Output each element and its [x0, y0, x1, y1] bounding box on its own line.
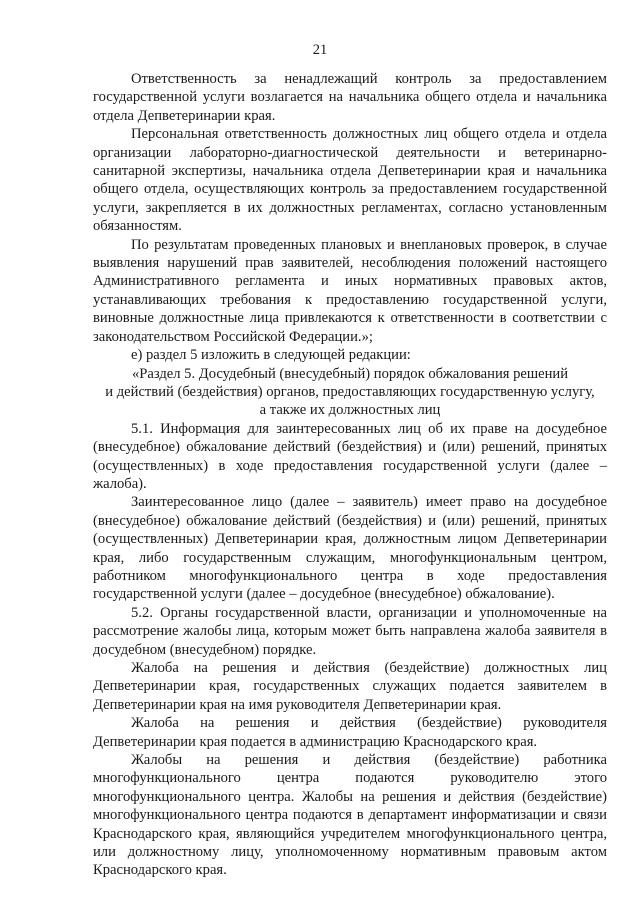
paragraph-complaint-officials: Жалоба на решения и действия (бездействие) должностных лиц Депветеринарии края, государственных служащих подается заявителем в Депветеринарии края на имя руководителя Депветеринарии края.: [93, 660, 607, 713]
paragraph-complaint-mfc: Жалобы на решения и действия (бездействие) работника многофункционального центра подаются руководителю этого многофункционального центра. Жалобы на решения и действия (бездействие) многофункционального центра подаются в департамент информатизации и связи Краснодарского края, являющийся учредителем многофункционального центра, или должностному лицу, уполномоченному нормативным правовым актом Краснодарского края.: [93, 752, 607, 879]
paragraph-responsibility: Ответственность за ненадлежащий контроль за предоставлением государственной услуги возлагается на начальника общего отдела и начальника отдела Депветеринарии края.: [93, 71, 607, 124]
paragraph-applicant-right: Заинтересованное лицо (далее – заявитель) имеет право на досудебное (внесудебное) обжалование действий (бездействия) и (или) решений, принятых (осуществленных) Депветеринарии края, должностным лицом Депветеринарии края, либо государственным служащим, многофункциональным центром, работником многофункционального центра в ходе предоставления государственной услуги (далее – досудебное (внесудебное) обжалование).: [93, 494, 607, 603]
page-number: 21: [312, 42, 328, 58]
paragraph-complaint-head: Жалоба на решения и действия (бездействие) руководителя Депветеринарии края подается в администрацию Краснодарского края.: [93, 715, 607, 750]
section-heading-line-1: «Раздел 5. Досудебный (внесудебный) порядок обжалования решений: [131, 365, 569, 382]
document-body: [93, 70, 607, 880]
paragraph-inspection-results: По результатам проведенных плановых и внеплановых проверок, в случае выявления нарушений прав заявителей, несоблюдения положений настоящего Административного регламента и иных нормативных правовых актов, устанавливающих требования к предоставлению государственной услуги, виновные должностные лица привлекаются к ответственности в соответствии с законодательством Российской Федерации.»;: [93, 236, 607, 345]
section-heading: [93, 365, 607, 420]
paragraph-section-5-amendment: е) раздел 5 изложить в следующей редакции:: [131, 347, 411, 364]
paragraph-personal-responsibility: Персональная ответственность должностных лиц общего отдела и отдела организации лабораторно-диагностической деятельности и ветеринарно-санитарной экспертизы, начальника отдела Депветеринарии края и начальника общего отдела, осуществляющих контроль за предоставлением государственной услуги, закрепляется в их должностных регламентах, согласно установленным обязанностям.: [93, 126, 607, 235]
paragraph-5-2: 5.2. Органы государственной власти, организации и уполномоченные на рассмотрение жалобы лица, которым может быть направлена жалоба заявителя в досудебном (внесудебном) порядке.: [93, 604, 607, 658]
paragraph-5-1: 5.1. Информация для заинтересованных лиц об их праве на досудебное (внесудебное) обжалование действий (бездействия) и (или) решений, принятых (осуществленных) в ходе предоставления государственной услуги (далее – жалоба).: [93, 420, 607, 492]
section-heading-line-2: и действий (бездействия) органов, предоставляющих государственную услугу,: [105, 383, 595, 400]
section-heading-line-3: а также их должностных лиц: [259, 402, 441, 419]
